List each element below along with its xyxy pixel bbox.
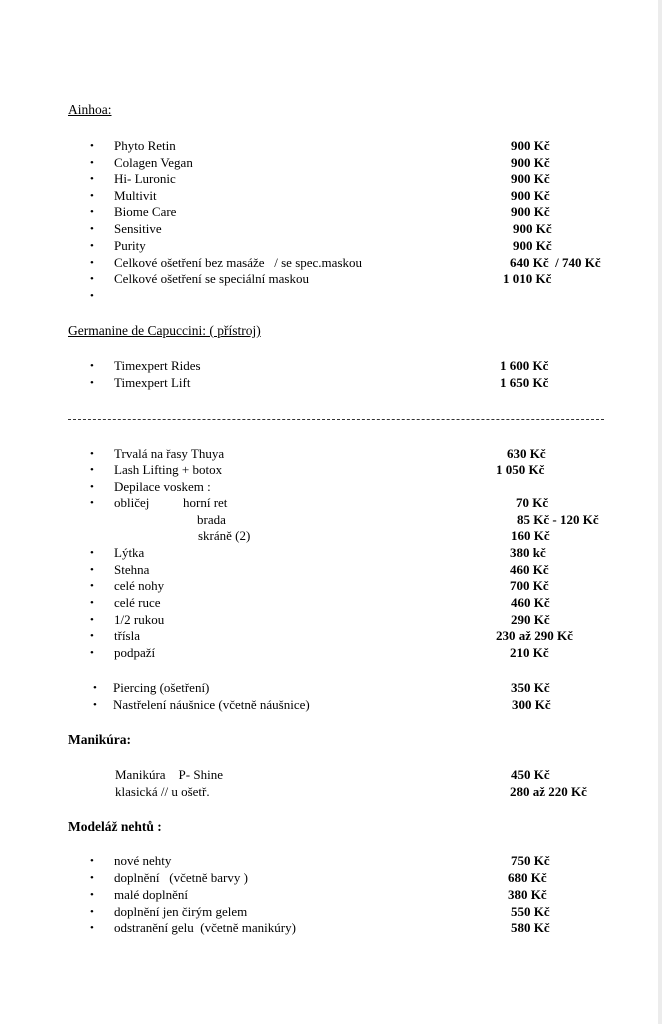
item-price: 750 Kč — [511, 853, 550, 868]
bullet-icon: • — [90, 889, 94, 901]
bullet-icon: • — [90, 257, 94, 269]
item-label: Biome Care — [114, 204, 177, 219]
item-price: 900 Kč — [513, 238, 552, 253]
item-price: 640 Kč / 740 Kč — [510, 255, 601, 270]
bullet-icon: • — [90, 140, 94, 152]
list-item — [0, 612, 658, 628]
item-price: 580 Kč — [511, 920, 550, 935]
item-price: 460 Kč — [510, 562, 549, 577]
item-label: Multivit — [114, 188, 157, 203]
bullet-icon: • — [90, 630, 94, 642]
list-item — [0, 887, 658, 903]
bullet-icon: • — [90, 547, 94, 559]
bullet-icon: • — [90, 173, 94, 185]
item-label: malé doplnění — [114, 887, 189, 902]
item-label: Stehna — [114, 562, 150, 577]
item-label: Celkové ošetření se speciální maskou — [114, 271, 309, 286]
list-item — [0, 155, 658, 171]
item-sublabel: horní ret — [183, 495, 228, 510]
section-title-germanine: Germanine de Capuccini: ( přístroj) — [68, 323, 261, 338]
list-item — [0, 495, 658, 511]
item-label: klasická // u ošetř. — [115, 784, 210, 799]
list-item — [0, 545, 658, 561]
list-item — [0, 255, 658, 271]
item-price: 350 Kč — [511, 680, 550, 695]
item-price: 210 Kč — [510, 645, 549, 660]
list-item — [0, 271, 658, 287]
item-price: 160 Kč — [511, 528, 550, 543]
item-label: podpaží — [114, 645, 156, 660]
bullet-icon: • — [93, 699, 97, 711]
bullet-icon: • — [90, 190, 94, 202]
bullet-icon: • — [90, 481, 94, 493]
item-label: Celkové ošetření bez masáže / se spec.maskou — [114, 255, 362, 270]
list-item — [0, 512, 658, 528]
item-label: obličej — [114, 495, 150, 510]
list-item — [0, 375, 658, 391]
bullet-icon: • — [90, 564, 94, 576]
item-label: Timexpert Rides — [114, 358, 201, 373]
list-item — [0, 188, 658, 204]
section-title-modelaz: Modeláž nehtů : — [68, 819, 162, 834]
list-item — [0, 870, 658, 886]
list-item — [0, 645, 658, 661]
page-edge — [658, 0, 662, 1024]
list-item — [0, 595, 658, 611]
item-price: 380 Kč — [508, 887, 547, 902]
item-price: 900 Kč — [511, 171, 550, 186]
bullet-icon: • — [90, 906, 94, 918]
list-item — [0, 920, 658, 936]
list-item — [0, 528, 658, 544]
item-label: Nastřelení náušnice (včetně náušnice) — [113, 697, 310, 712]
item-price: 85 Kč - 120 Kč — [517, 512, 599, 527]
list-item — [0, 479, 658, 495]
item-label: doplnění (včetně barvy ) — [114, 870, 248, 885]
list-item — [0, 138, 658, 154]
item-price: 290 Kč — [511, 612, 550, 627]
item-price: 900 Kč — [513, 221, 552, 236]
bullet-icon: • — [90, 614, 94, 626]
item-label: doplnění jen čirým gelem — [114, 904, 248, 919]
list-item — [0, 238, 658, 254]
list-item — [0, 446, 658, 462]
list-item — [0, 680, 658, 696]
list-item — [0, 578, 658, 594]
bullet-icon: • — [90, 377, 94, 389]
item-label: Timexpert Lift — [114, 375, 191, 390]
bullet-icon: • — [90, 922, 94, 934]
item-price: 900 Kč — [511, 204, 550, 219]
item-price: 300 Kč — [512, 697, 551, 712]
section-title-ainhoa: Ainhoa: — [68, 102, 112, 117]
bullet-icon: • — [90, 273, 94, 285]
bullet-icon: • — [90, 597, 94, 609]
bullet-icon: • — [90, 580, 94, 592]
item-label: Lash Lifting + botox — [114, 462, 223, 477]
list-item — [0, 462, 658, 478]
item-label: Piercing (ošetření) — [113, 680, 210, 695]
item-label: nové nehty — [114, 853, 172, 868]
item-label: 1/2 rukou — [114, 612, 165, 627]
bullet-icon: • — [93, 682, 97, 694]
item-price: 460 Kč — [511, 595, 550, 610]
item-price: 1 010 Kč — [503, 271, 552, 286]
list-item — [0, 904, 658, 920]
item-label: Manikúra P- Shine — [115, 767, 223, 782]
bullet-icon: • — [90, 157, 94, 169]
bullet-icon: • — [90, 855, 94, 867]
list-item — [0, 628, 658, 644]
list-item — [0, 784, 658, 800]
bullet-icon: • — [90, 497, 94, 509]
item-label: Colagen Vegan — [114, 155, 193, 170]
bullet-icon: • — [90, 448, 94, 460]
item-label: odstranění gelu (včetně manikúry) — [114, 920, 296, 935]
item-price: 230 až 290 Kč — [496, 628, 573, 643]
item-label: Sensitive — [114, 221, 162, 236]
item-price: 550 Kč — [511, 904, 550, 919]
bullet-icon: • — [90, 872, 94, 884]
item-price: 450 Kč — [511, 767, 550, 782]
list-item — [0, 767, 658, 783]
item-price: 380 kč — [510, 545, 546, 560]
item-label: celé nohy — [114, 578, 165, 593]
item-sublabel: brada — [197, 512, 226, 527]
item-price: 900 Kč — [511, 138, 550, 153]
item-price: 700 Kč — [510, 578, 549, 593]
dashed-separator — [68, 419, 604, 420]
item-price: 630 Kč — [507, 446, 546, 461]
list-item — [0, 358, 658, 374]
list-item — [0, 171, 658, 187]
section-title-manikura: Manikúra: — [68, 732, 132, 747]
item-label: Depilace voskem : — [114, 479, 211, 494]
item-label: třísla — [114, 628, 140, 643]
item-sublabel: skráně (2) — [198, 528, 251, 543]
bullet-icon: • — [90, 206, 94, 218]
bullet-icon: • — [90, 647, 94, 659]
bullet-icon: • — [90, 360, 94, 372]
item-label: Trvalá na řasy Thuya — [114, 446, 225, 461]
item-label: Phyto Retin — [114, 138, 176, 153]
item-label: Hi- Luronic — [114, 171, 176, 186]
item-price: 900 Kč — [511, 155, 550, 170]
bullet-icon: • — [90, 240, 94, 252]
item-price: 900 Kč — [511, 188, 550, 203]
item-price: 680 Kč — [508, 870, 547, 885]
bullet-icon: • — [90, 464, 94, 476]
list-item — [0, 697, 658, 713]
list-item — [0, 562, 658, 578]
item-label: celé ruce — [114, 595, 161, 610]
item-label: Purity — [114, 238, 146, 253]
item-price: 1 600 Kč — [500, 358, 549, 373]
item-label: Lýtka — [114, 545, 145, 560]
list-item-empty — [0, 288, 658, 304]
bullet-icon: • — [90, 290, 94, 302]
bullet-icon: • — [90, 223, 94, 235]
list-item — [0, 221, 658, 237]
item-price: 1 050 Kč — [496, 462, 545, 477]
item-price: 70 Kč — [516, 495, 549, 510]
list-item — [0, 853, 658, 869]
item-price: 1 650 Kč — [500, 375, 549, 390]
item-price: 280 až 220 Kč — [510, 784, 587, 799]
list-item — [0, 204, 658, 220]
